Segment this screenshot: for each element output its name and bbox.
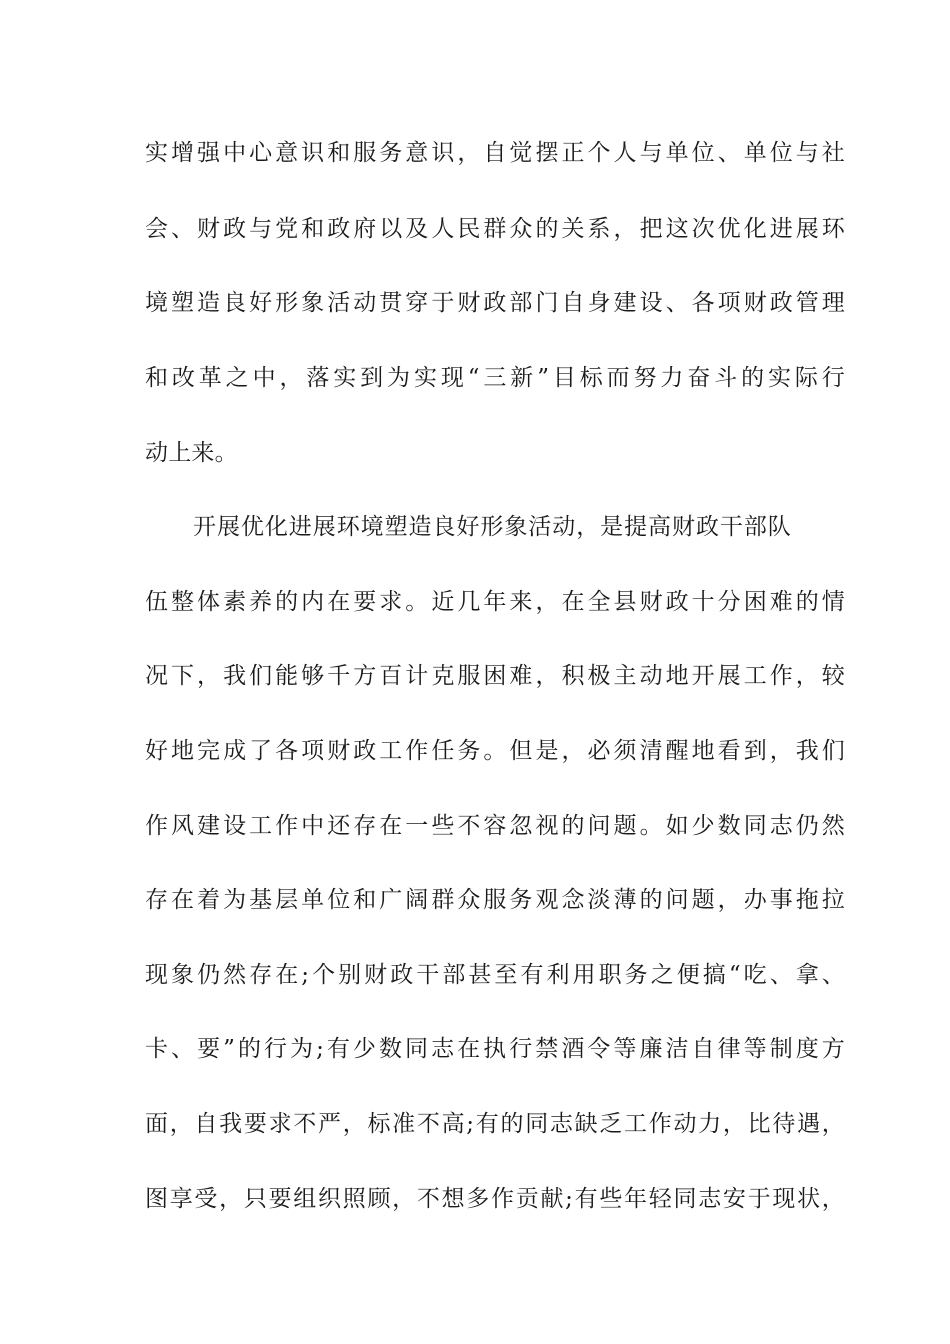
paragraph-line: 会、财政与党和政府以及人民群众的关系，把这次优化进展环: [145, 216, 845, 242]
paragraph-line: 实增强中心意识和服务意识，自觉摆正个人与单位、单位与社: [145, 140, 845, 166]
paragraph-line: 伍整体素养的内在要求。近几年来，在全县财政十分困难的情: [145, 589, 845, 615]
paragraph-line: 面，自我要求不严，标准不高;有的同志缺乏工作动力，比待遇，: [145, 1111, 845, 1137]
paragraph-line: 作风建设工作中还存在一些不容忽视的问题。如少数同志仍然: [145, 813, 845, 839]
paragraph-line: 开展优化进展环境塑造良好形象活动，是提高财政干部队: [193, 514, 791, 540]
paragraph-line: 现象仍然存在;个别财政干部甚至有利用职务之便搞“吃、拿、: [145, 962, 845, 988]
paragraph-line: 图享受，只要组织照顾，不想多作贡献;有些年轻同志安于现状，: [145, 1186, 845, 1212]
paragraph-line: 动上来。: [145, 440, 238, 466]
paragraph-line: 况下，我们能够千方百计克服困难，积极主动地开展工作，较: [145, 663, 845, 689]
paragraph-line: 卡、要”的行为;有少数同志在执行禁酒令等廉洁自律等制度方: [145, 1036, 845, 1062]
paragraph-line: 境塑造良好形象活动贯穿于财政部门自身建设、各项财政管理: [145, 290, 845, 316]
paragraph-line: 和改革之中，落实到为实现“三新”目标而努力奋斗的实际行: [145, 365, 845, 391]
paragraph-line: 好地完成了各项财政工作任务。但是，必须清醒地看到，我们: [145, 738, 845, 764]
paragraph-line: 存在着为基层单位和广阔群众服务观念淡薄的问题，办事拖拉: [145, 887, 845, 913]
